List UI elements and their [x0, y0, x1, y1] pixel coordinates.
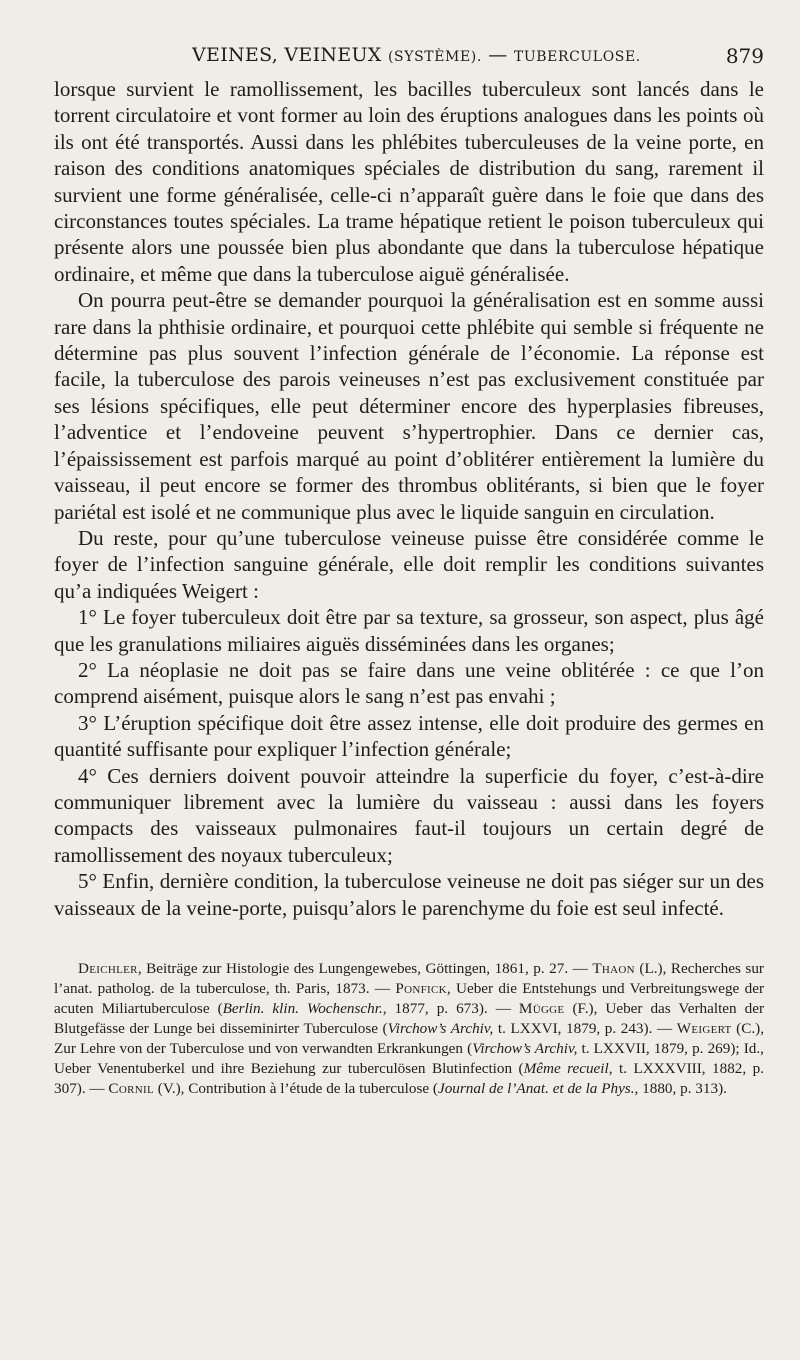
header-title: [192, 44, 641, 66]
body-text: [54, 76, 764, 921]
condition-5: 5° Enfin, dernière condition, la tuberculose veineuse ne doit pas siéger sur un des vaisseaux de la veine-porte, puisqu’alors le parenchyme du foie est seul infecté.: [54, 869, 764, 920]
condition-1: 1° Le foyer tuberculeux doit être par sa texture, sa grosseur, son aspect, plus âgé que les granulations miliaires aiguës disséminées dans les organes;: [54, 605, 764, 656]
bib-text: , 1877, p. 673). —: [382, 1000, 519, 1017]
header-title-topic: TUBERCULOSE.: [513, 49, 641, 65]
bib-text: (V.), Contribution à l’étude de la tuberculose (: [153, 1080, 438, 1097]
bib-author: Weigert: [676, 1020, 732, 1037]
header-title-dash: —: [488, 44, 508, 66]
bib-journal: Berlin. klin. Wochenschr.: [222, 1000, 383, 1017]
bib-journal: Virchow’s Archiv,: [472, 1040, 578, 1057]
bib-text: t. LXXVI, 1879, p. 243). —: [493, 1020, 677, 1037]
condition-3: 3° L’éruption spécifique doit être assez intense, elle doit produire des germes en quantité suffisante pour expliquer l’infection générale;: [54, 710, 764, 762]
header-title-main: VEINES, VEINEUX: [192, 44, 382, 66]
paragraph-2: On pourra peut-être se demander pourquoi la généralisation est en somme aussi rare dans la phthisie ordinaire, et pourquoi cette phlébite qui semble si fréquente ne détermine pas plus souvent l’infection générale de l’économie. La réponse est facile, la tuberculose des parois veineuses n’est pas exclusivement constituée par ses lésions spécifiques, elle peut déterminer encore des hyperplasies fibreuses, l’adventice et l’endoveine peuvent s’hypertrophier. Dans ce dernier cas, l’épaississement est parfois marqué au point d’oblitérer entièrement la lumière du vaisseau, il peut encore se former des thrombus oblitérants, si bien que le foyer pariétal est isolé et ne communique plus avec le liquide sanguin en circulation.: [54, 288, 764, 524]
bib-author: Mügge: [518, 1000, 565, 1017]
bib-author: Ponfick: [395, 980, 447, 997]
bib-text: t. LXXVII, 1879, p. 269); Id., Ueber Venentuberkel und ihre Beziehung zur tuberculösen Blutinfection (: [54, 1040, 764, 1077]
header-title-system: (SYSTÈME).: [387, 49, 482, 65]
bib-text: (L.), Recherches sur l’anat. patholog. de la tuberculose, th. Paris, 1873. —: [54, 960, 764, 997]
bib-journal: Journal de l’Anat. et de la Phys.: [437, 1080, 635, 1097]
bib-author: Deichler: [78, 960, 138, 977]
bibliography: [54, 959, 764, 1099]
page-number: 879: [725, 44, 764, 68]
running-header: [54, 36, 764, 76]
bib-text: , Beiträge zur Histologie des Lungengewebes, Göttingen, 1861, p. 27. —: [137, 960, 593, 977]
bib-text: (F.), Ueber das Verhalten der Blutgefässe der Lunge bei disseminirter Tuberculose (: [54, 1000, 765, 1037]
bib-text: t. LXXXVIII, 1882, p. 307). —: [54, 1060, 765, 1097]
bib-text: (C.), Zur Lehre von der Tuberculose und von verwandten Erkrankungen (: [54, 1020, 764, 1057]
bib-author: Thaon: [592, 960, 635, 977]
bib-journal: Virchow’s Archiv,: [387, 1020, 494, 1037]
bib-journal: Même recueil,: [523, 1060, 613, 1077]
bib-text: , 1880, p. 313).: [634, 1080, 727, 1097]
condition-4: 4° Ces derniers doivent pouvoir atteindre la superficie du foyer, c’est-à-dire communiquer librement avec la lumière du vaisseau : aussi dans les foyers compacts des vaisseaux pulmonaires faut-il toujours un certain degré de ramollissement des noyaux tuberculeux;: [54, 763, 764, 867]
paragraph-3: Du reste, pour qu’une tuberculose veineuse puisse être considérée comme le foyer de l’infection sanguine générale, elle doit remplir les conditions suivantes qu’a indiquées Weigert :: [54, 525, 764, 603]
condition-2: 2° La néoplasie ne doit pas se faire dans une veine oblitérée : ce que l’on comprend aisément, puisque alors le sang n’est pas envahi ;: [54, 657, 764, 709]
paragraph-1: lorsque survient le ramollissement, les bacilles tuberculeux sont lancés dans le torrent circulatoire et vont former au loin des éruptions analogues dans les points où ils ont été transportés. Aussi dans les phlébites tuberculeuses de la veine porte, en raison des conditions anatomiques spéciales de distribution du sang, rarement il survient une forme généralisée, celle-ci n’apparaît guère dans le foie que dans des circonstances toutes spéciales. La trame hépatique retient le poison tuberculeux qui présente alors une poussée bien plus abondante que dans la tuberculose hépatique ordinaire, et même que dans la tuberculose aiguë généralisée.: [54, 77, 764, 286]
bib-text: , Ueber die Entstehungs und Verbreitungswege der acuten Miliartuberculose (: [54, 980, 764, 1017]
bib-author: Cornil: [108, 1080, 154, 1097]
